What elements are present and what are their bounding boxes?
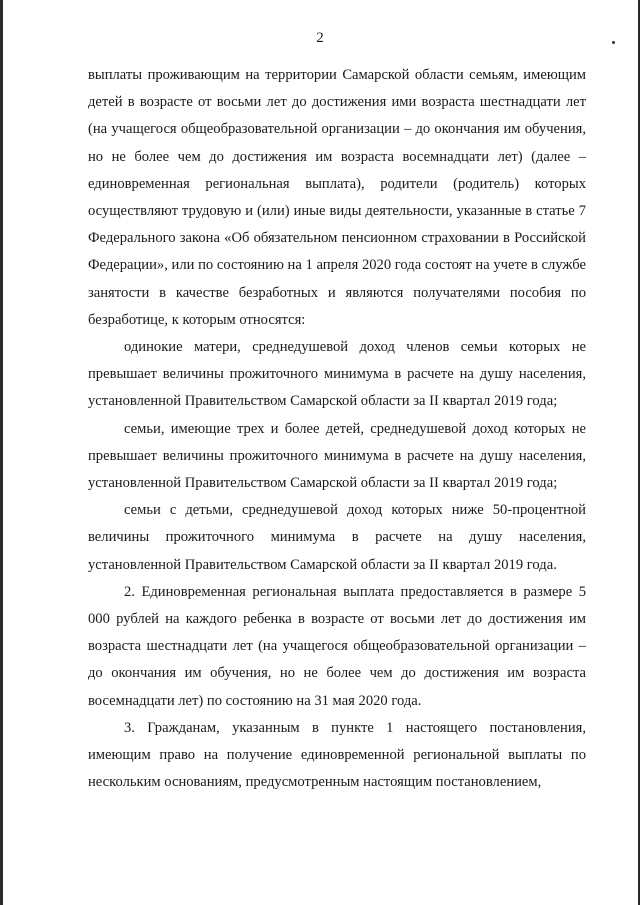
paragraph-large-families: семьи, имеющие трех и более детей, среднедушевой доход которых не превышает величины прожиточного минимума в расчете на душу населения, установленной Правительством Самарской области за II квартал 2019 года;	[88, 420, 586, 492]
paragraph-item-2: 2. Единовременная региональная выплата предоставляется в размере 5 000 рублей на каждого ребенка в возрасте от восьми лет до достижения им возраста шестнадцати лет (на учащегося общеобразовательной организации – до окончания им обучения, но не более чем до достижения им возраста восемнадцати лет) по состоянию на 31 мая 2020 года.	[88, 583, 586, 709]
scan-edge-left	[0, 0, 3, 905]
paragraph-low-income-families: семьи с детьми, среднедушевой доход которых ниже 50-процентной величины прожиточного минимума в расчете на душу населения, установленной Правительством Самарской области за II квартал 2019 года.	[88, 502, 586, 573]
document-body	[88, 62, 586, 796]
paragraph-continuation: выплаты проживающим на территории Самарской области семьям, имеющим детей в возрасте от восьми лет до достижения ими возраста шестнадцати лет (на учащегося общеобразовательной организации – до окончания им обучения, но не более чем до достижения им возраста восемнадцати лет) (далее – единовременная региональная выплата), родители (родитель) которых осуществляют трудовую и (или) иные виды деятельности, указанные в статье 7 Федерального закона «Об обязательном пенсионном страховании в Российской Федерации», или по состоянию на 1 апреля 2020 года состоят на учете в службе занятости в качестве безработных и являются получателями пособия по безработице, к которым относятся:	[88, 67, 586, 328]
paragraph-item-3: 3. Гражданам, указанным в пункте 1 настоящего постановления, имеющим право на получение единовременной региональной выплаты по нескольким основаниям, предусмотренным настоящим постановлением,	[88, 719, 586, 791]
page-number: 2	[316, 30, 324, 46]
paragraph-single-mothers: одинокие матери, среднедушевой доход членов семьи которых не превышает величины прожиточного минимума в расчете на душу населения, установленной Правительством Самарской области за II квартал 2019 года;	[88, 339, 586, 410]
